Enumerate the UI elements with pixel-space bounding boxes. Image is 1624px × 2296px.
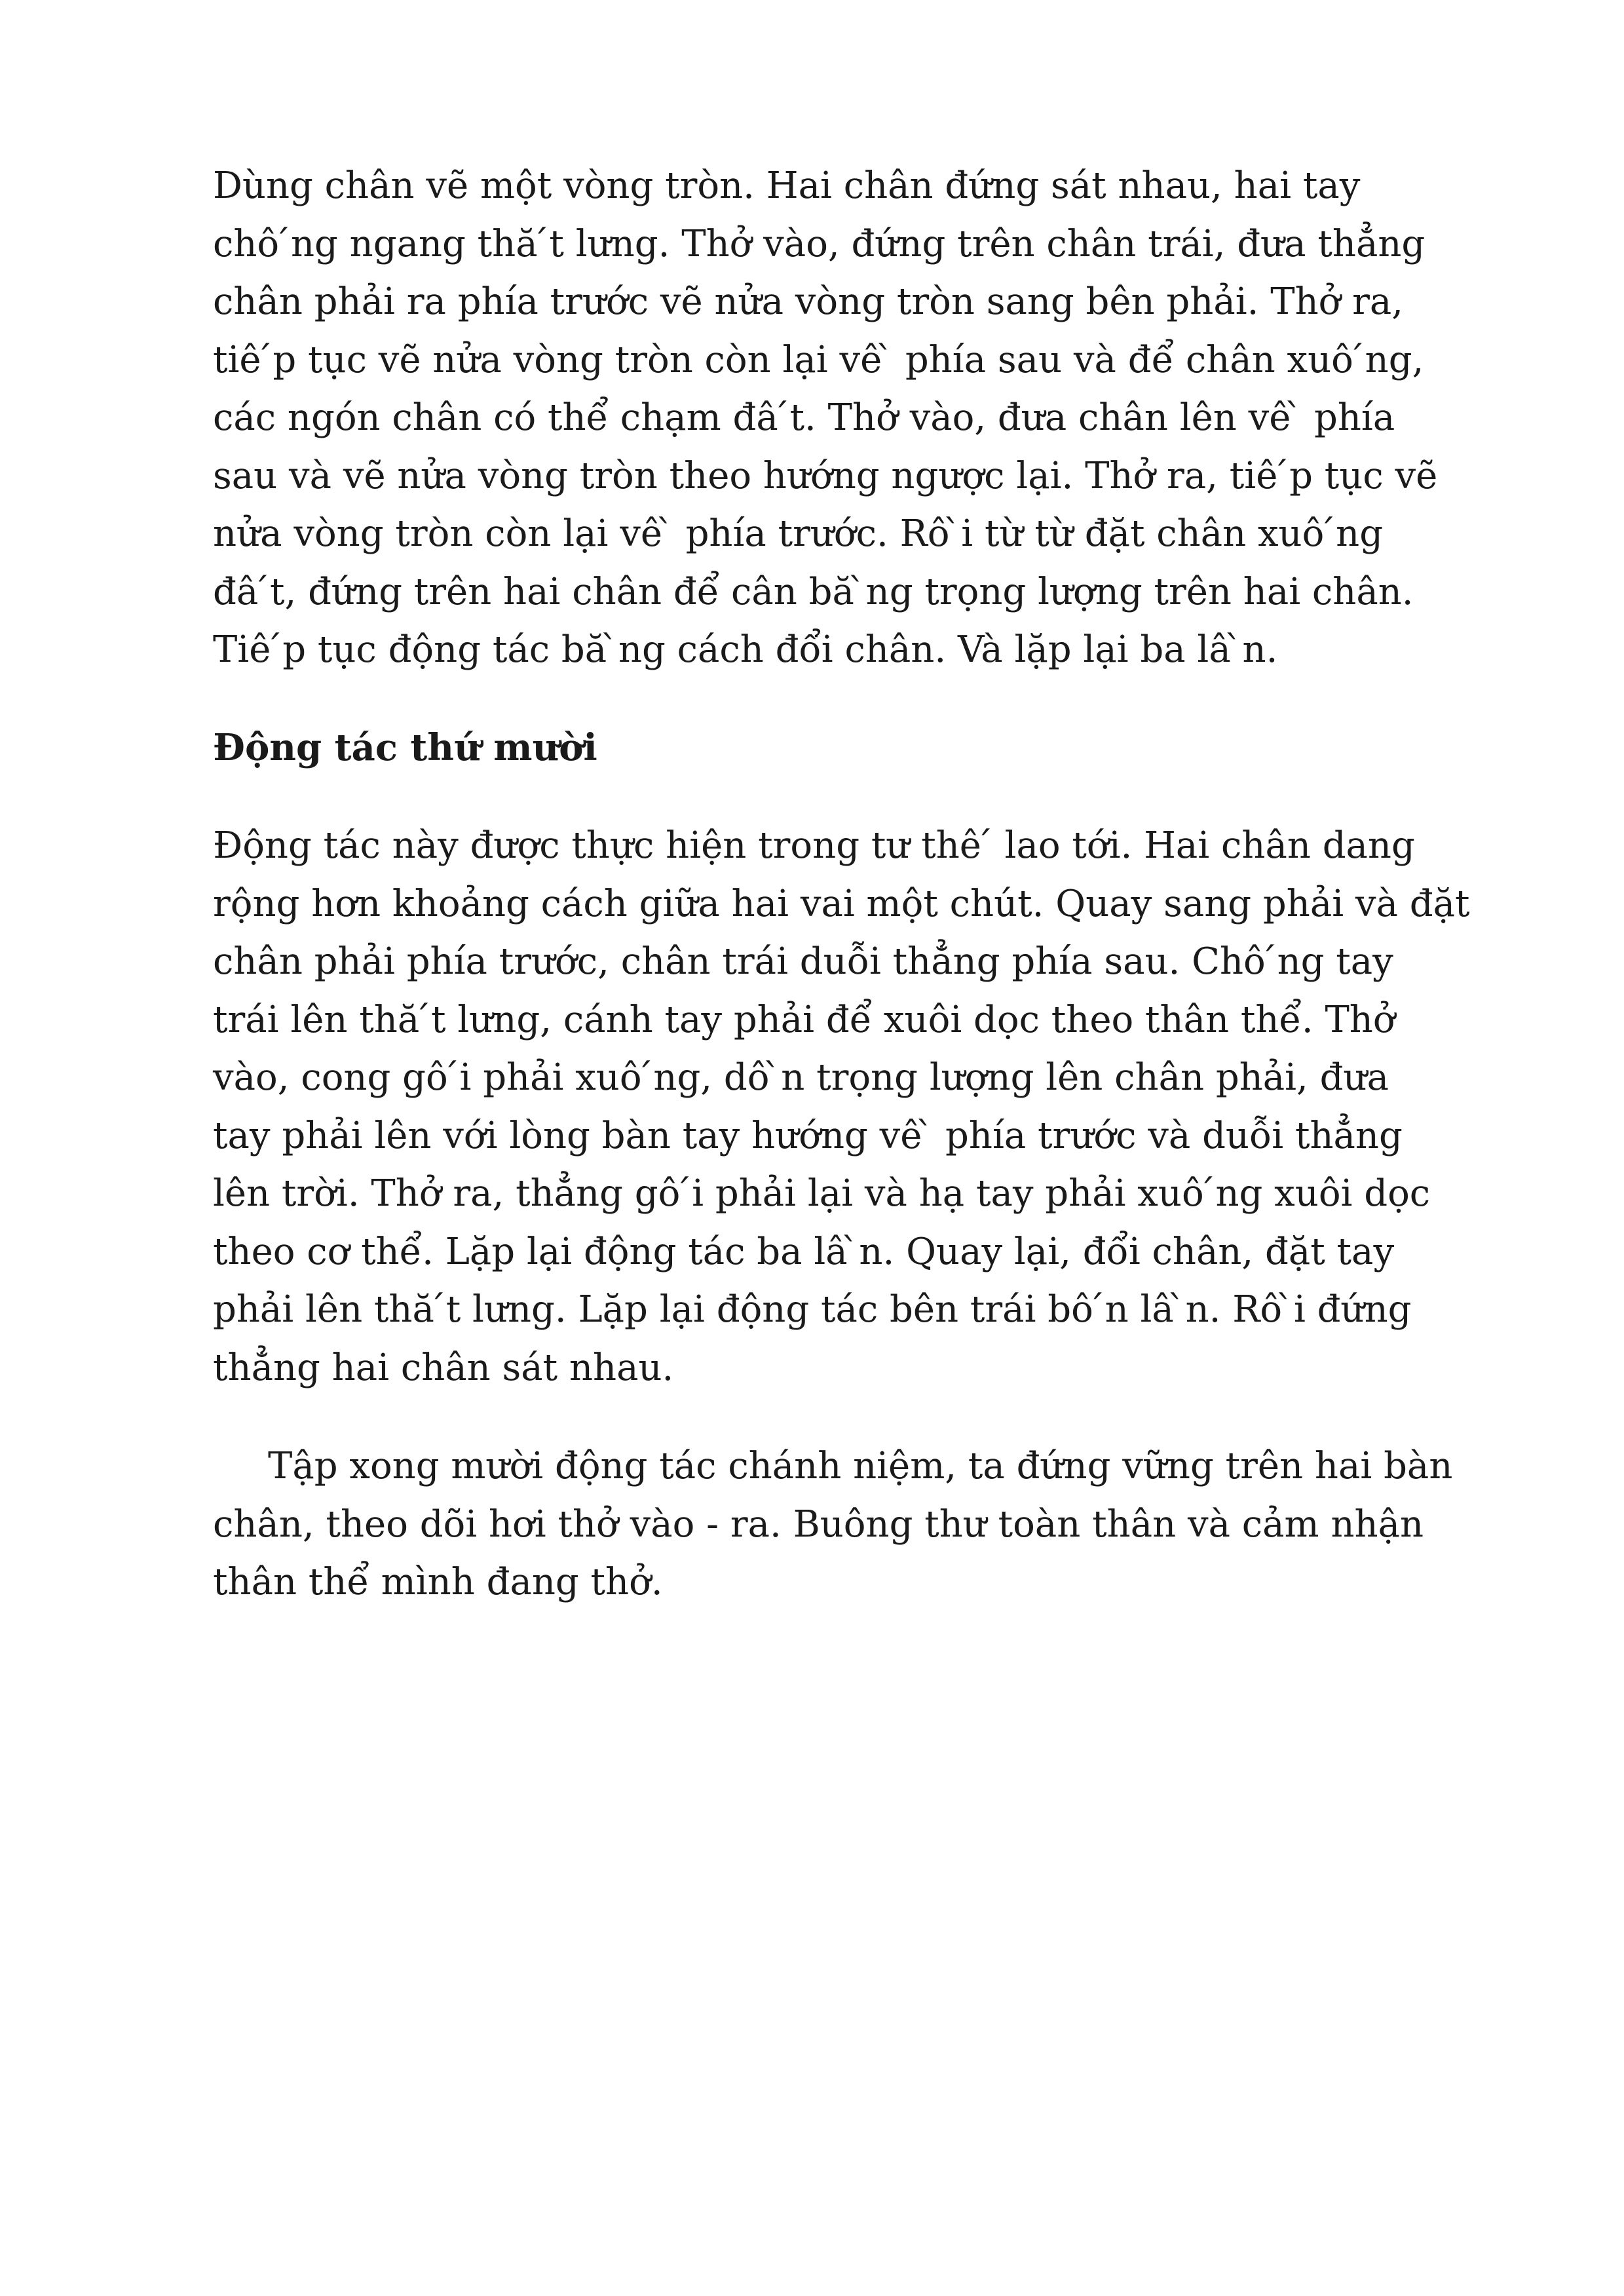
text-line: các ngón chân có thể chạm đâ ́t. Thở vào, đưa chân lên vê ̀ phía bbox=[213, 396, 1395, 439]
text-line: Động tác này được thực hiện trong tư thê ́ lao tới. Hai chân dang bbox=[213, 824, 1415, 867]
text-line: Tập xong mười động tác chánh niệm, ta đứng vững trên hai bàn bbox=[268, 1445, 1453, 1487]
text-line: tay phải lên với lòng bàn tay hướng vê ̀ phía trước và duỗi thẳng bbox=[213, 1114, 1403, 1157]
text-line: Dùng chân vẽ một vòng tròn. Hai chân đứng sát nhau, hai tay bbox=[213, 164, 1361, 207]
text-line: chân phải phía trước, chân trái duỗi thẳng phía sau. Chô ́ng tay bbox=[213, 940, 1393, 983]
section-heading: Động tác thứ mười bbox=[213, 725, 597, 769]
text-line: rộng hơn khoảng cách giữa hai vai một chút. Quay sang phải và đặt bbox=[213, 882, 1470, 925]
paragraph-tenth-exercise bbox=[213, 817, 1497, 1397]
text-line: theo cơ thể. Lặp lại động tác ba lâ ̀n. Quay lại, đổi chân, đặt tay bbox=[213, 1230, 1395, 1273]
text-line: vào, cong gô ́i phải xuô ́ng, dô ̀n trọng lượng lên chân phải, đưa bbox=[213, 1056, 1389, 1099]
text-line: chân, theo dõi hơi thở vào - ra. Buông thư toàn thân và cảm nhận bbox=[213, 1502, 1424, 1546]
text-line: nửa vòng tròn còn lại vê ̀ phía trước. Rô ̀i từ từ đặt chân xuô ́ng bbox=[213, 512, 1384, 555]
text-line: đâ ́t, đứng trên hai chân để cân bă ̀ng trọng lượng trên hai chân. bbox=[213, 570, 1414, 613]
text-line: sau và vẽ nửa vòng tròn theo hướng ngược lại. Thở ra, tiê ́p tục vẽ bbox=[213, 454, 1438, 497]
text-line: trái lên thă ́t lưng, cánh tay phải để xuôi dọc theo thân thể. Thở bbox=[213, 998, 1395, 1041]
text-line: thẳng hai chân sát nhau. bbox=[213, 1346, 674, 1389]
text-line: phải lên thă ́t lưng. Lặp lại động tác bên trái bô ́n lâ ̀n. Rô ̀i đứng bbox=[213, 1288, 1412, 1331]
paragraph-closing bbox=[213, 1438, 1497, 1612]
paragraph-circle-exercise bbox=[213, 157, 1497, 679]
page-content bbox=[213, 157, 1497, 1612]
text-line: tiê ́p tục vẽ nửa vòng tròn còn lại vê ̀ phía sau và để chân xuô ́ng, bbox=[213, 338, 1424, 381]
text-line: Tiê ́p tục động tác bă ̀ng cách đổi chân. Và lặp lại ba lâ ̀n. bbox=[213, 628, 1278, 671]
text-line: chân phải ra phía trước vẽ nửa vòng tròn sang bên phải. Thở ra, bbox=[213, 280, 1404, 323]
text-line: lên trời. Thở ra, thẳng gô ́i phải lại và hạ tay phải xuô ́ng xuôi dọc bbox=[213, 1172, 1431, 1215]
text-line: chô ́ng ngang thă ́t lưng. Thở vào, đứng trên chân trái, đưa thẳng bbox=[213, 222, 1426, 265]
text-line: thân thể mình đang thở. bbox=[213, 1561, 663, 1603]
